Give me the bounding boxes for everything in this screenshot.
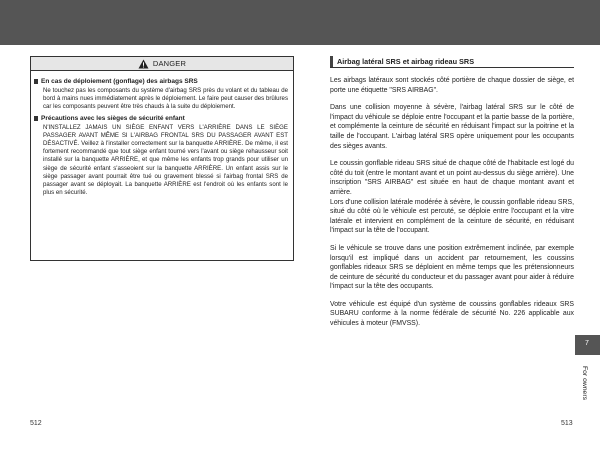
danger-body: [31, 71, 293, 197]
danger-paragraph-child-seat: N'INSTALLEZ JAMAIS UN SIÈGE ENFANT VERS L'ARRIÈRE DANS LE SIÈGE PASSAGER AVANT MÊME SI L'AIRBAG FRONTAL SRS DU PASSAGER AVANT EST DÉSACTIVÉ. Veillez à l'installer correctement sur la banquette ARRIÈRE. De même, il est fortement recommandé que tout siège enfant tourné vers l'avant ou siège rehausseur soit installé sur la banquette ARRIÈRE, et que même les enfants trop grands pour utiliser un siège de sécurité enfant s'asseoient sur la banquette ARRIÈRE. Un enfant assis sur le siège passager avant pourrait être tué ou gravement blessé si l'airbag frontal SRS de passager avant se déployait. La banquette ARRIÈRE est l'endroit où les enfants sont le plus en sécurité.: [43, 123, 288, 197]
paragraph-6: Votre véhicule est équipé d'un système de coussins gonflables rideaux SRS SUBARU conforme à la norme fédérale de sécurité No. 226 applicable aux véhicules à moteur (FMVSS).: [330, 300, 574, 328]
paragraph-5: Si le véhicule se trouve dans une position extrêmement inclinée, par exemple lorsqu'il est impliqué dans un accident par retournement, les coussins gonflables rideaux SRS se déploient en même temps que les prétensionneurs de ceinture de sécurité du conducteur et du passager avant pour aider à réduire l'impact sur la tête des occupants.: [330, 244, 574, 291]
paragraph-1: Les airbags latéraux sont stockés côté portière de chaque dossier de siège, et porte une étiquette "SRS AIRBAG".: [330, 77, 574, 94]
page-number-right: 513: [561, 420, 573, 427]
danger-box: [30, 56, 294, 261]
danger-header: [31, 57, 293, 71]
heading-text: Précautions avec les sièges de sécurité enfant: [41, 114, 185, 122]
warning-icon: [138, 59, 149, 69]
right-column: [330, 56, 574, 329]
danger-heading-deployment: [34, 78, 288, 85]
section-title: [330, 56, 574, 68]
header-bar: [0, 0, 600, 45]
danger-paragraph-deployment: Ne touchez pas les composants du système d'airbag SRS près du volant et du tableau de bord à mains nues immédiatement après le déploiement. Le faire peut causer des brûlures car les composants peuvent être très chauds à la suite du déploiement.: [43, 87, 288, 111]
section-marker: [330, 56, 333, 67]
heading-text: En cas de déploiement (gonflage) des airbags SRS: [41, 78, 198, 85]
paragraph-4: Lors d'une collision latérale modérée à sévère, le coussin gonflable rideau SRS, situé du côté où le véhicule est percuté, se déploie entre l'occupant et la vitre latérale et intervient en complément de la ceinture de sécurité, en réduisant l'impact sur la tête de l'occupant.: [330, 198, 574, 235]
page-number-left: 512: [30, 420, 42, 427]
danger-title: DANGER: [152, 59, 187, 68]
paragraph-2: Dans une collision moyenne à sévère, l'airbag latéral SRS sur le côté de l'impact du véhicule se déploie entre l'occupant et la partie basse de la portière, et complémente la ceinture de sécurité en réduisant l'impact sur la poitrine et la taille de l'occupant. L'airbag latéral SRS opère uniquement pour les occupants des sièges avants.: [330, 104, 574, 150]
square-bullet-icon: [34, 116, 38, 121]
paragraph-3: Le coussin gonflable rideau SRS situé de chaque côté de l'habitacle est logé du côté du toit (entre le montant avant et un point au-dessus du siège arrière). Une inscription "SRS AIRBAG" est située en haut de chaque montant avant et arrière.: [330, 160, 574, 196]
chapter-tab-number: 7: [585, 340, 589, 347]
square-bullet-icon: [34, 79, 38, 84]
chapter-tab: [575, 335, 600, 355]
chapter-side-label: For owners: [581, 366, 588, 400]
section-title-text: Airbag latéral SRS et airbag rideau SRS: [337, 57, 475, 66]
danger-heading-child-seat: [34, 115, 288, 122]
